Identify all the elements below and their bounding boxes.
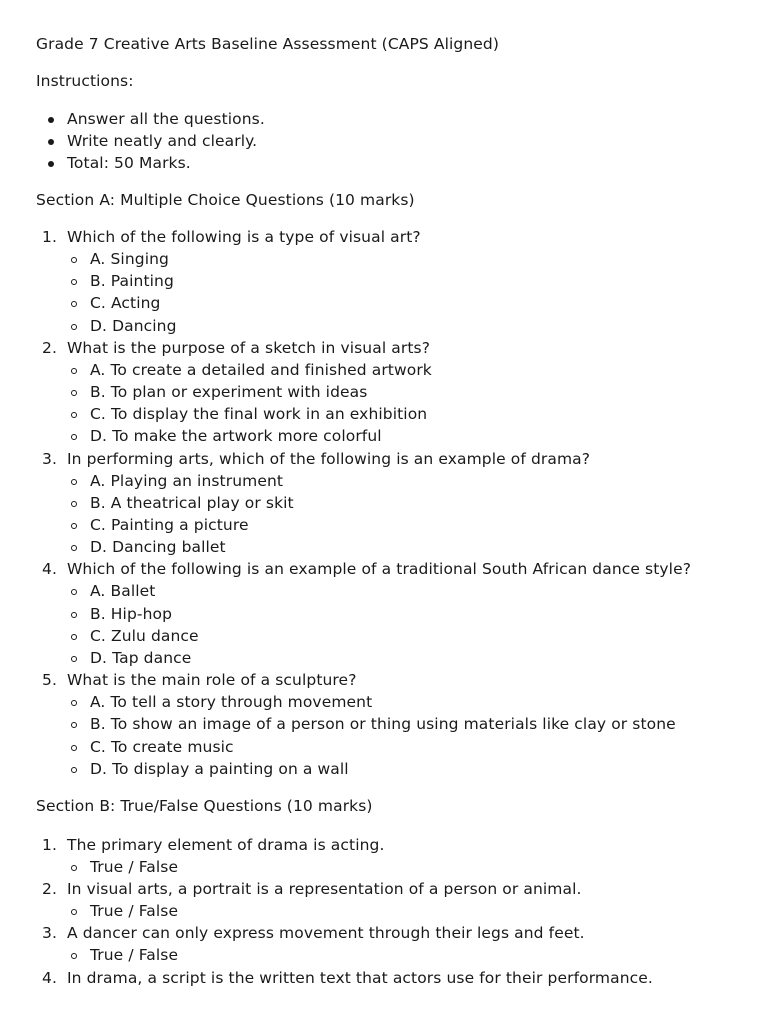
question-item xyxy=(36,967,732,989)
option-item: C. To create music xyxy=(67,736,732,758)
section-b-questions xyxy=(36,834,732,989)
option-item: A. Playing an instrument xyxy=(67,470,732,492)
option-item: C. Acting xyxy=(67,292,732,314)
instructions-list xyxy=(36,108,732,174)
option-list xyxy=(67,359,732,448)
question-number: 5. xyxy=(42,671,57,690)
question-number: 3. xyxy=(42,449,57,468)
instructions-heading: Instructions: xyxy=(36,72,134,90)
option-item: C. Painting a picture xyxy=(67,514,732,536)
option-list xyxy=(67,470,732,559)
option-list xyxy=(67,900,732,922)
option-item: D. To make the artwork more colorful xyxy=(67,425,732,447)
question-text: What is the purpose of a sketch in visual arts? xyxy=(67,338,431,357)
option-list xyxy=(67,856,732,878)
option-item: D. Dancing xyxy=(67,315,732,337)
option-item: B. Painting xyxy=(67,270,732,292)
question-number: 1. xyxy=(42,228,57,246)
option-item: A. To tell a story through movement xyxy=(67,691,732,713)
question-item xyxy=(36,226,732,337)
option-item: A. To create a detailed and finished artwork xyxy=(67,359,732,381)
question-text: Which of the following is an example of a traditional South African dance style? xyxy=(67,560,692,579)
option-list xyxy=(67,944,732,966)
option-item: C. To display the final work in an exhibition xyxy=(67,403,732,425)
question-number: 1. xyxy=(42,836,57,855)
option-item: D. Dancing ballet xyxy=(67,536,732,558)
section-b-heading: Section B: True/False Questions (10 marks) xyxy=(36,797,373,816)
question-number: 4. xyxy=(42,560,57,579)
question-text: In performing arts, which of the following is an example of drama? xyxy=(67,449,591,468)
instruction-item: Total: 50 Marks. xyxy=(36,152,732,174)
instruction-item: Answer all the questions. xyxy=(36,108,732,130)
option-list xyxy=(67,248,732,337)
option-item: C. Zulu dance xyxy=(67,625,732,647)
option-item: D. To display a painting on a wall xyxy=(67,758,732,780)
question-item xyxy=(36,558,732,669)
option-list xyxy=(67,580,732,669)
question-item xyxy=(36,834,732,878)
question-text: A dancer can only express movement through their legs and feet. xyxy=(67,924,585,943)
option-item: B. Hip-hop xyxy=(67,603,732,625)
option-item: A. Singing xyxy=(67,248,732,270)
question-item xyxy=(36,922,732,966)
option-item: True / False xyxy=(67,900,732,922)
question-item xyxy=(36,448,732,559)
option-item: B. To plan or experiment with ideas xyxy=(67,381,732,403)
question-text: In drama, a script is the written text that actors use for their performance. xyxy=(67,968,653,987)
option-item: A. Ballet xyxy=(67,580,732,602)
question-item xyxy=(36,878,732,922)
option-item: True / False xyxy=(67,856,732,878)
question-text: In visual arts, a portrait is a representation of a person or animal. xyxy=(67,880,582,899)
option-item: B. To show an image of a person or thing using materials like clay or stone xyxy=(67,713,732,735)
question-item xyxy=(36,669,732,780)
question-text: What is the main role of a sculpture? xyxy=(67,671,357,690)
question-number: 2. xyxy=(42,880,57,899)
question-text: Which of the following is a type of visual art? xyxy=(67,228,421,246)
question-number: 4. xyxy=(42,968,57,987)
question-number: 2. xyxy=(42,338,57,357)
document-title: Grade 7 Creative Arts Baseline Assessment (CAPS Aligned) xyxy=(36,35,499,53)
question-item xyxy=(36,337,732,448)
option-item: D. Tap dance xyxy=(67,647,732,669)
question-number: 3. xyxy=(42,924,57,943)
option-list xyxy=(67,691,732,780)
section-a-heading: Section A: Multiple Choice Questions (10 marks) xyxy=(36,191,415,209)
instruction-item: Write neatly and clearly. xyxy=(36,130,732,152)
section-a-questions xyxy=(36,226,732,780)
question-text: The primary element of drama is acting. xyxy=(67,836,385,855)
option-item: B. A theatrical play or skit xyxy=(67,492,732,514)
option-item: True / False xyxy=(67,944,732,966)
